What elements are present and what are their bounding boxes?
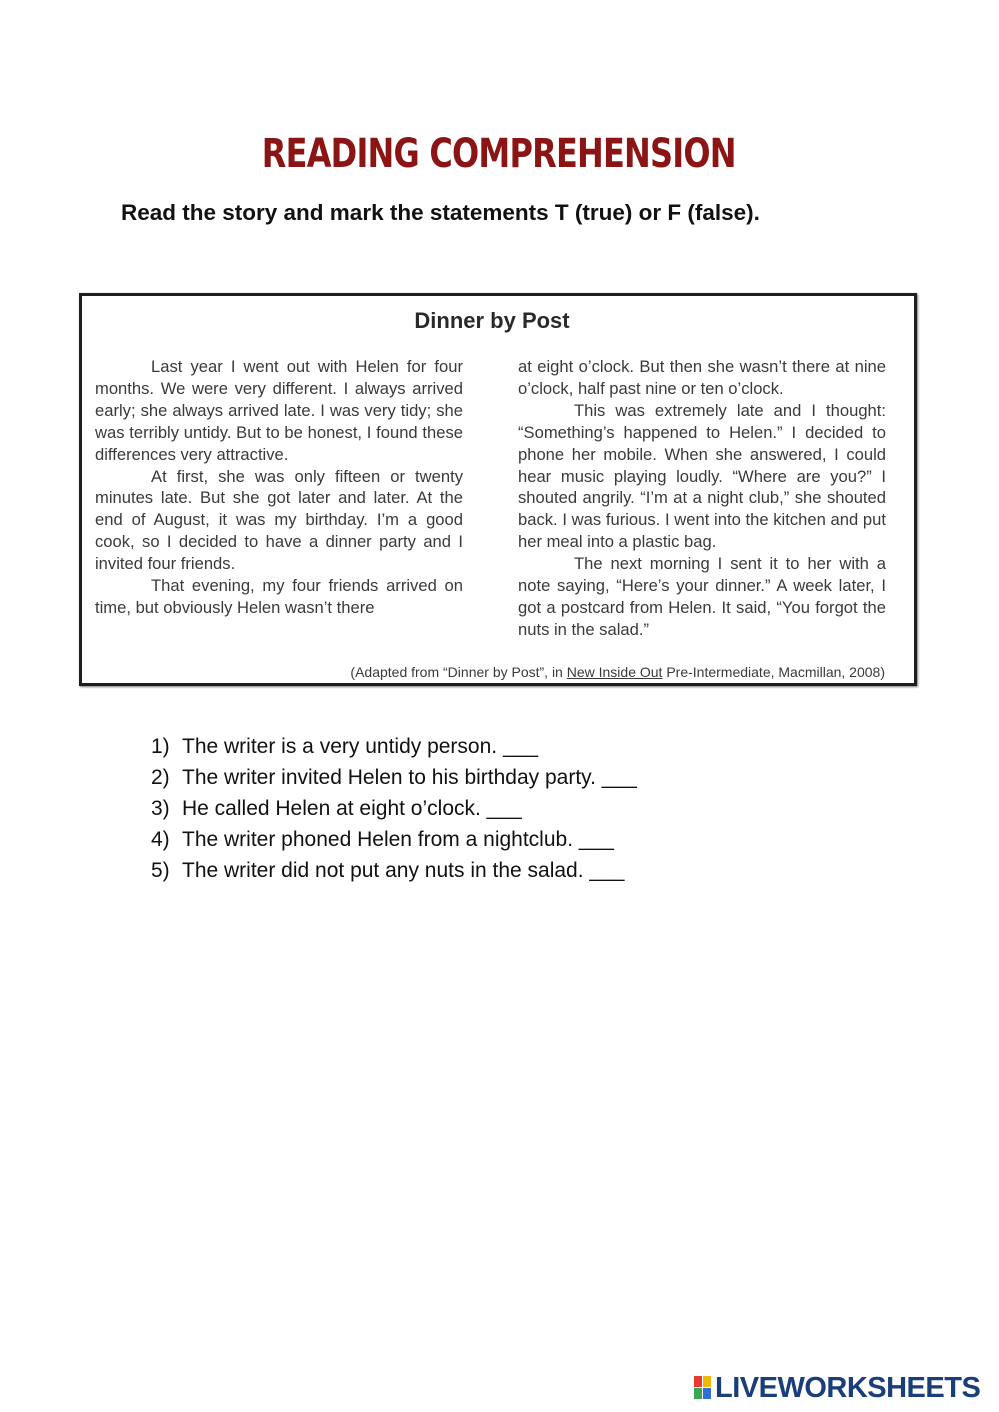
question-item (151, 731, 637, 762)
question-number: 4) (151, 828, 170, 851)
logo-square (703, 1388, 711, 1399)
question-item (151, 824, 637, 855)
story-right-column (518, 356, 886, 641)
question-item (151, 855, 637, 886)
question-item (151, 793, 637, 824)
question-text: The writer phoned Helen from a nightclub. ___ (182, 828, 614, 851)
story-paragraph: Last year I went out with Helen for four months. We were very different. I always arrived early; she always arrived late. I was very tidy; she was terribly untidy. But to be honest, I found these differences very attractive. (95, 357, 463, 464)
source-book-title: New Inside Out (566, 664, 663, 680)
liveworksheets-logo-icon (694, 1376, 712, 1400)
logo-text: LIVEWORKSHEETS (715, 1372, 981, 1404)
liveworksheets-logo[interactable] (694, 1373, 990, 1403)
story-paragraph: At first, she was only fifteen or twenty minutes late. But she got later and later. At the end of August, it was my birthday. I’m a good cook, so I decided to have a dinner party and I invited four friends. (95, 466, 463, 574)
story-paragraph: That evening, my four friends arrived on time, but obviously Helen wasn’t there (95, 576, 463, 617)
question-list (151, 731, 637, 886)
question-text: The writer did not put any nuts in the salad. ___ (182, 859, 625, 882)
question-text: The writer invited Helen to his birthday party. ___ (182, 766, 637, 789)
question-number: 2) (151, 766, 170, 789)
story-paragraph: at eight o’clock. But then she wasn’t there at nine o’clock, half past nine or ten o’clock. (518, 357, 886, 398)
question-number: 1) (151, 735, 170, 758)
source-suffix: Pre-Intermediate, Macmillan, 2008) (662, 664, 885, 680)
story-source (350, 664, 885, 680)
logo-square (703, 1376, 711, 1387)
source-prefix: (Adapted from “Dinner by Post”, in (350, 664, 567, 680)
story-paragraph: The next morning I sent it to her with a note saying, “Here’s your dinner.” A week later, I got a postcard from Helen. It said, “You forgot the nuts in the salad.” (518, 554, 886, 639)
question-item (151, 762, 637, 793)
story-box (79, 293, 917, 686)
question-text: He called Helen at eight o’clock. ___ (182, 797, 522, 820)
question-text: The writer is a very untidy person. ___ (182, 735, 538, 758)
logo-square (694, 1388, 702, 1399)
story-paragraph: This was extremely late and I thought: “Something’s happened to Helen.” I decided to phone her mobile. When she answered, I could hear music playing loudly. “Where are you?” I shouted angrily. “I’m at a night club,” she shouted back. I was furious. I went into the kitchen and put her meal into a plastic bag. (518, 400, 886, 552)
page-title: READING COMPREHENSION (261, 131, 736, 177)
story-left-column (95, 356, 463, 619)
question-number: 5) (151, 859, 170, 882)
logo-square (694, 1376, 702, 1387)
instruction-text: Read the story and mark the statements T (true) or F (false). (121, 200, 760, 225)
question-number: 3) (151, 797, 170, 820)
story-title: Dinner by Post (414, 308, 570, 333)
